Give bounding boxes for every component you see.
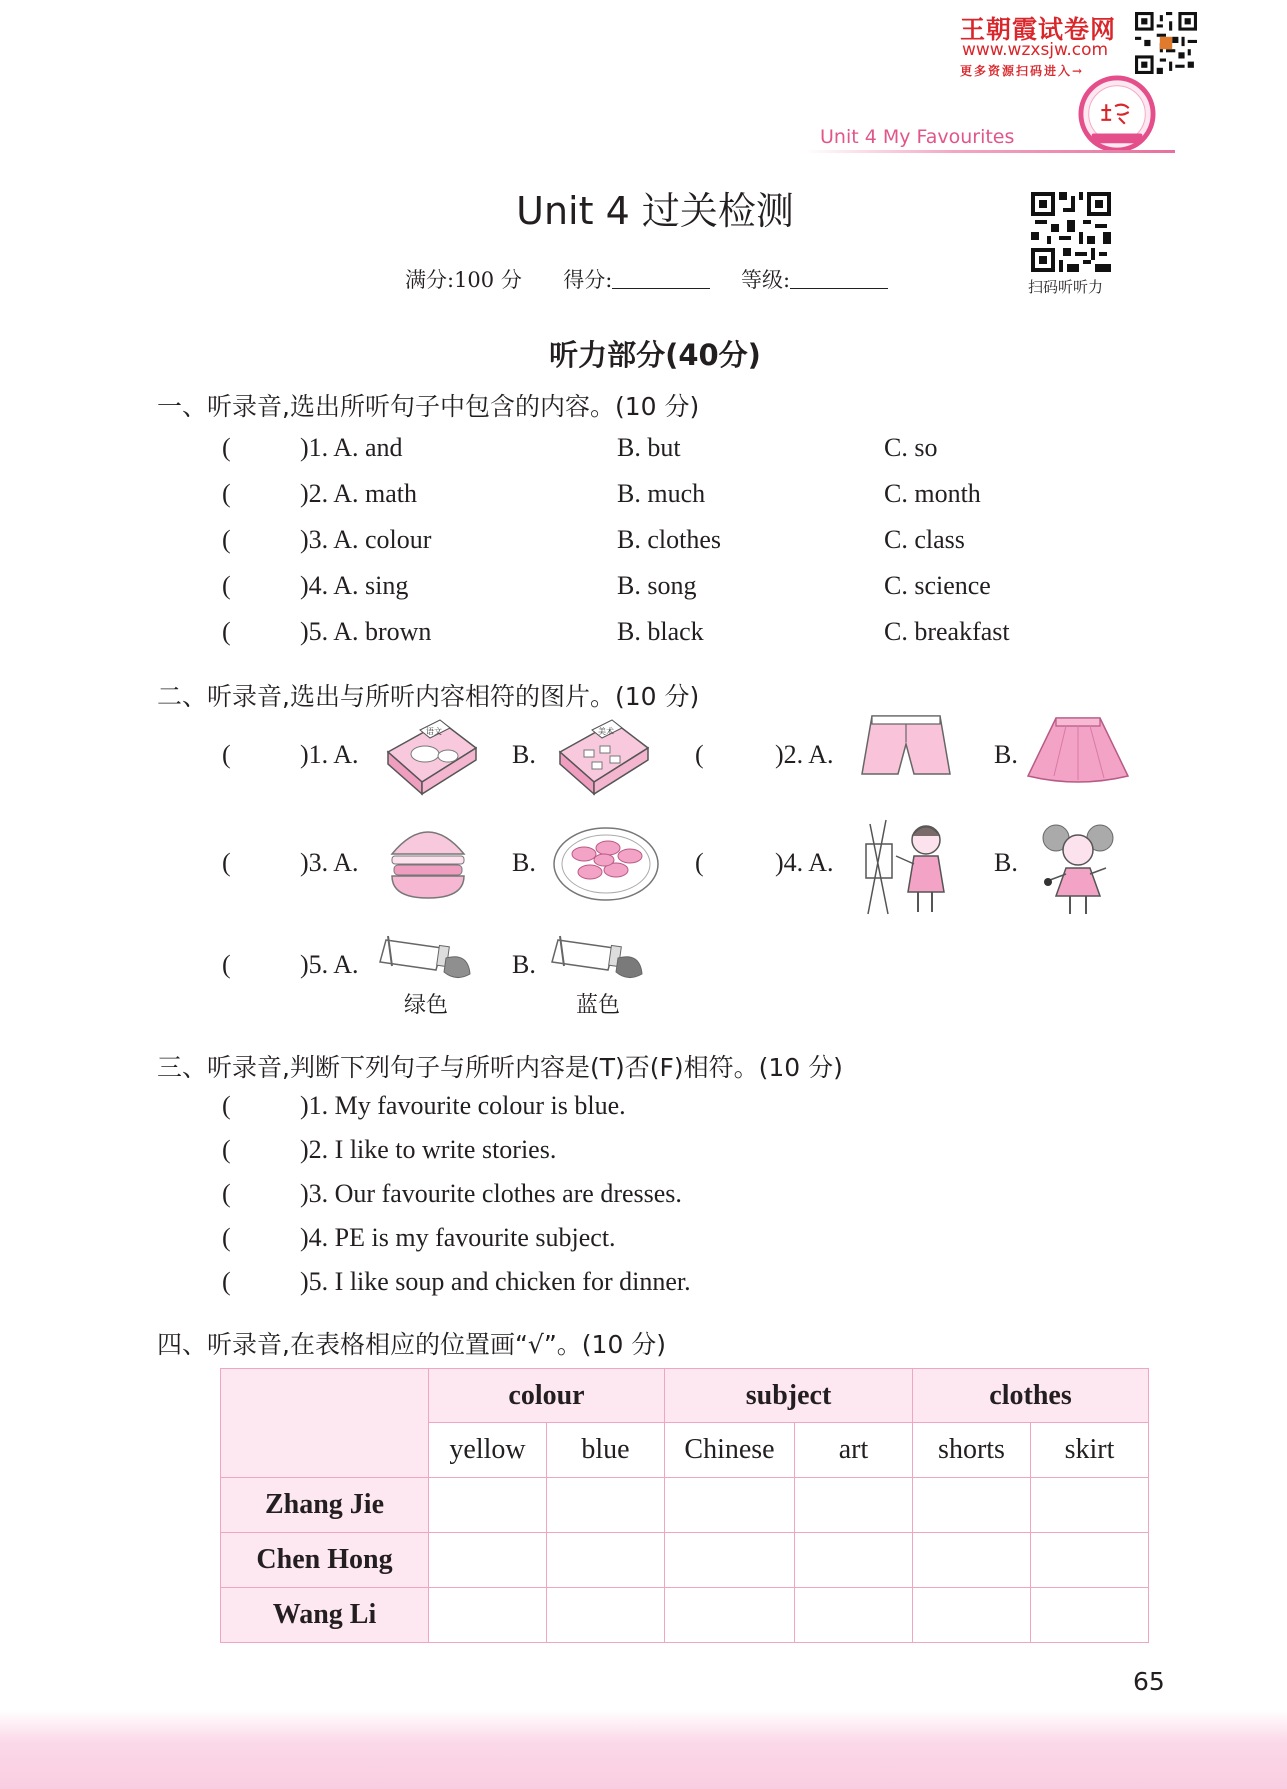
girl-painting-picture[interactable]: [856, 814, 958, 918]
answer-cell[interactable]: [913, 1533, 1031, 1588]
brand-url[interactable]: www.wzxsjw.com: [962, 40, 1109, 60]
answer-paren[interactable]: (: [222, 479, 231, 508]
statement: )2. I like to write stories.: [300, 1135, 557, 1164]
answer-table: [220, 1368, 1149, 1643]
listen-qr-code-icon[interactable]: [1031, 192, 1111, 272]
answer-cell[interactable]: [547, 1478, 665, 1533]
question-option-c: C. breakfast: [884, 617, 1010, 646]
answer-cell[interactable]: [429, 1478, 547, 1533]
green-paint-tube-picture[interactable]: [378, 928, 474, 988]
option-b-label: B.: [512, 848, 536, 877]
picture-question-label: )3. A.: [300, 848, 359, 877]
section-1-title: 一、听录音,选出所听句子中包含的内容。(10 分): [157, 392, 700, 421]
qr-label: 扫码听听力: [1028, 278, 1104, 296]
listening-section-heading: 听力部分(40分): [549, 338, 761, 372]
column-header-skirt: skirt: [1031, 1423, 1149, 1478]
picture-question-label: )2. A.: [775, 740, 834, 769]
answer-paren[interactable]: (: [222, 950, 231, 979]
answer-cell[interactable]: [429, 1533, 547, 1588]
grade-label: 等级:: [740, 268, 791, 292]
score-line: [405, 264, 912, 294]
answer-cell[interactable]: [795, 1588, 913, 1643]
question-option-c: C. so: [884, 433, 938, 462]
question-option-b: B. much: [617, 479, 706, 508]
row-name-zhang-jie: Zhang Jie: [221, 1478, 429, 1533]
question-option-a: )5. A. brown: [300, 617, 432, 646]
section-4-title: 四、听录音,在表格相应的位置画“√”。(10 分): [157, 1330, 667, 1359]
answer-paren[interactable]: (: [222, 1135, 231, 1164]
chinese-book-box-picture[interactable]: [380, 712, 482, 802]
statement: )3. Our favourite clothes are dresses.: [300, 1179, 682, 1208]
statement: )5. I like soup and chicken for dinner.: [300, 1267, 691, 1296]
caption-green: 绿色: [404, 993, 449, 1018]
art-box-picture[interactable]: [552, 712, 654, 802]
statement: )4. PE is my favourite subject.: [300, 1223, 616, 1252]
answer-paren[interactable]: (: [222, 848, 231, 877]
question-option-a: )1. A. and: [300, 433, 403, 462]
table-row: [221, 1533, 1149, 1588]
answer-cell[interactable]: [547, 1533, 665, 1588]
question-option-b: B. song: [617, 571, 697, 600]
blue-paint-tube-picture[interactable]: [550, 928, 646, 988]
question-option-b: B. black: [617, 617, 704, 646]
option-b-label: B.: [512, 950, 536, 979]
brand-title: 王朝霞试卷网: [960, 15, 1117, 44]
question-option-a: )3. A. colour: [300, 525, 432, 554]
unit-tag: Unit 4 My Favourites: [820, 126, 1015, 148]
question-option-b: B. but: [617, 433, 681, 462]
picture-question-label: )4. A.: [775, 848, 834, 877]
picture-question-label: )5. A.: [300, 950, 359, 979]
picture-question-label: )1. A.: [300, 740, 359, 769]
group-header-colour: colour: [429, 1369, 665, 1423]
answer-cell[interactable]: [1031, 1478, 1149, 1533]
question-option-a: )2. A. math: [300, 479, 417, 508]
statement: )1. My favourite colour is blue.: [300, 1091, 626, 1120]
table-row: [221, 1478, 1149, 1533]
table-corner: [221, 1369, 429, 1478]
skirt-picture[interactable]: [1026, 712, 1130, 788]
group-header-subject: subject: [665, 1369, 913, 1423]
caption-blue: 蓝色: [576, 993, 621, 1018]
section-3-title: 三、听录音,判断下列句子与所听内容是(T)否(F)相符。(10 分): [157, 1053, 843, 1082]
answer-cell[interactable]: [665, 1588, 795, 1643]
got-score-blank[interactable]: [612, 268, 710, 289]
answer-paren[interactable]: (: [695, 740, 704, 769]
column-header-chinese: Chinese: [665, 1423, 795, 1478]
got-score-label: 得分:: [563, 268, 613, 292]
column-header-yellow: yellow: [429, 1423, 547, 1478]
shorts-picture[interactable]: [858, 712, 954, 784]
answer-cell[interactable]: [665, 1478, 795, 1533]
row-name-chen-hong: Chen Hong: [221, 1533, 429, 1588]
column-header-shorts: shorts: [913, 1423, 1031, 1478]
box-label-chinese: 语文: [426, 727, 442, 736]
option-b-label: B.: [994, 848, 1018, 877]
answer-cell[interactable]: [795, 1533, 913, 1588]
answer-paren[interactable]: (: [222, 1179, 231, 1208]
question-option-c: C. class: [884, 525, 965, 554]
grade-blank[interactable]: [790, 268, 888, 289]
column-header-blue: blue: [547, 1423, 665, 1478]
answer-paren[interactable]: (: [222, 571, 231, 600]
answer-paren[interactable]: (: [222, 1267, 231, 1296]
brand-more: 更多资源扫码进入→: [960, 64, 1085, 78]
option-b-label: B.: [994, 740, 1018, 769]
answer-paren[interactable]: (: [222, 1091, 231, 1120]
question-option-a: )4. A. sing: [300, 571, 409, 600]
box-label-art: 美术: [598, 727, 614, 736]
question-option-c: C. month: [884, 479, 981, 508]
bottom-decoration: [0, 1710, 1287, 1789]
answer-cell[interactable]: [913, 1478, 1031, 1533]
answer-cell[interactable]: [913, 1588, 1031, 1643]
girl-singing-picture[interactable]: [1026, 816, 1130, 920]
answer-paren[interactable]: (: [695, 848, 704, 877]
answer-paren[interactable]: (: [222, 433, 231, 462]
answer-paren[interactable]: (: [222, 1223, 231, 1252]
group-header-clothes: clothes: [913, 1369, 1149, 1423]
dumplings-picture[interactable]: [550, 820, 662, 904]
option-b-label: B.: [512, 740, 536, 769]
question-option-c: C. science: [884, 571, 991, 600]
answer-cell[interactable]: [547, 1588, 665, 1643]
table-row: [221, 1588, 1149, 1643]
column-header-art: art: [795, 1423, 913, 1478]
question-option-b: B. clothes: [617, 525, 721, 554]
answer-cell[interactable]: [665, 1533, 795, 1588]
answer-paren[interactable]: (: [222, 617, 231, 646]
brand-seal-icon: [1078, 75, 1156, 153]
answer-cell[interactable]: [1031, 1588, 1149, 1643]
qr-code-icon[interactable]: [1135, 12, 1197, 74]
full-score: 满分:100 分: [405, 268, 522, 292]
answer-cell[interactable]: [429, 1588, 547, 1643]
page-title: Unit 4 过关检测: [516, 189, 794, 233]
unit-tag-underline: [805, 150, 1175, 153]
section-2-title: 二、听录音,选出与所听内容相符的图片。(10 分): [157, 682, 700, 711]
row-name-wang-li: Wang Li: [221, 1588, 429, 1643]
answer-cell[interactable]: [795, 1478, 913, 1533]
hamburger-picture[interactable]: [386, 820, 470, 904]
page-number: 65: [1133, 1667, 1165, 1696]
answer-cell[interactable]: [1031, 1533, 1149, 1588]
answer-paren[interactable]: (: [222, 740, 231, 769]
answer-paren[interactable]: (: [222, 525, 231, 554]
